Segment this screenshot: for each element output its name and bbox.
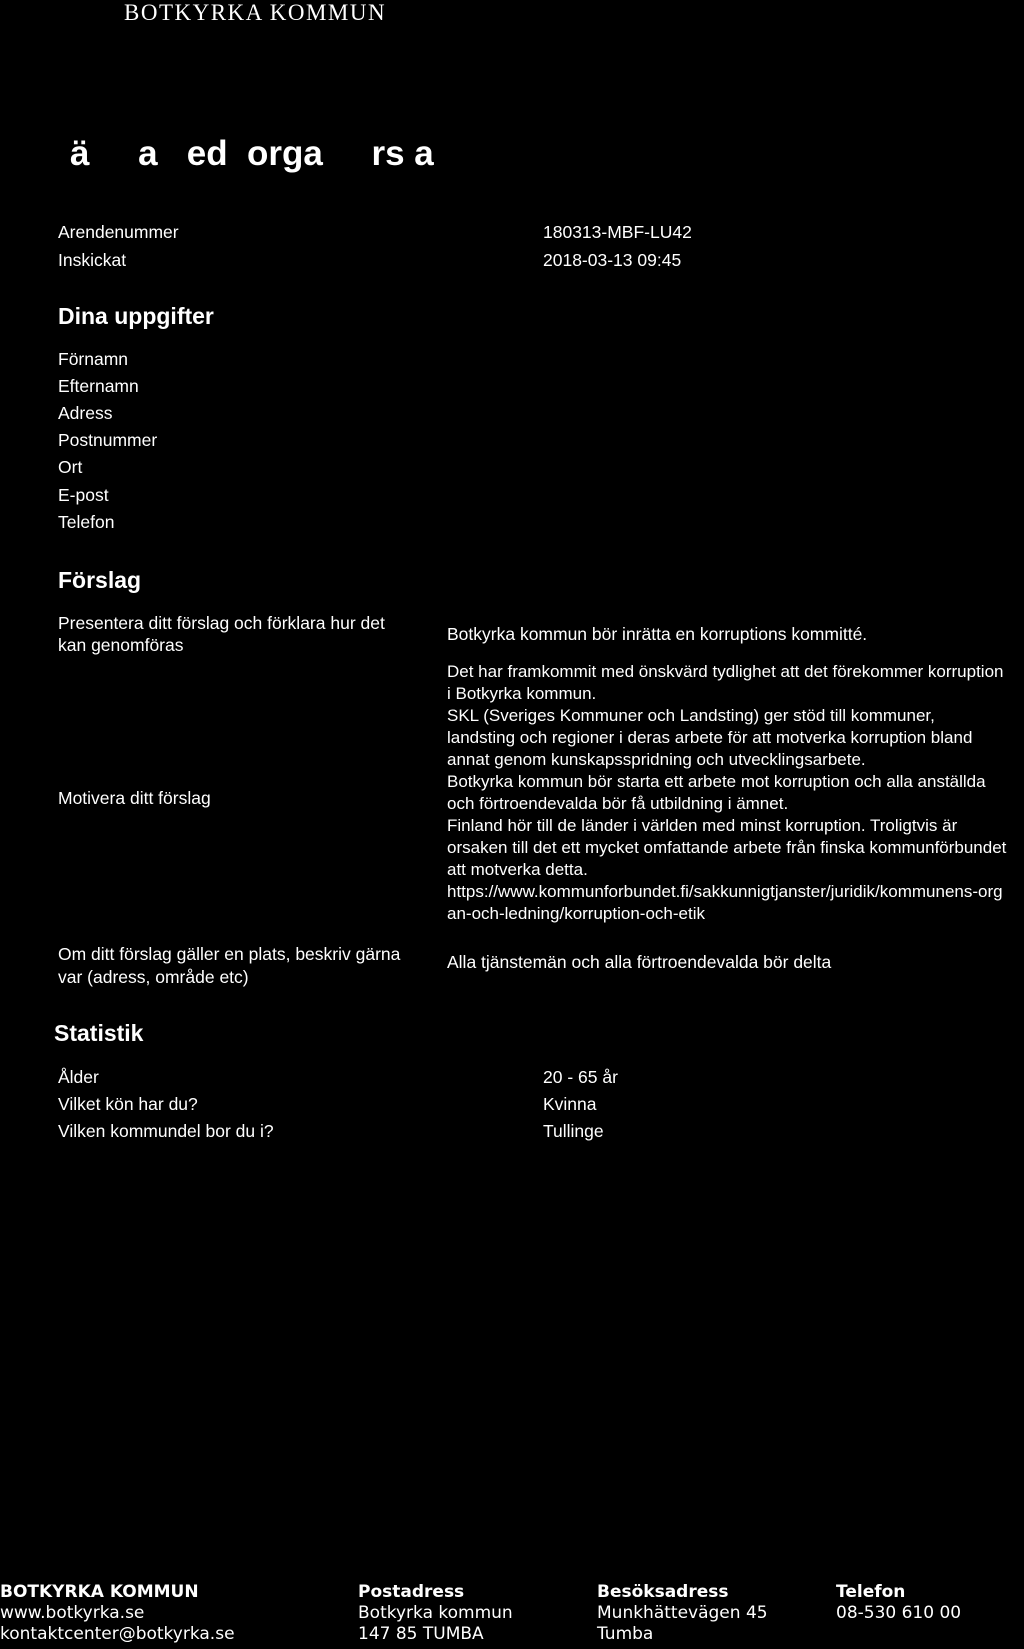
age-value: 20 - 65 år (543, 1067, 618, 1087)
submitted-value: 2018-03-13 09:45 (543, 250, 682, 270)
proposal-answer-3: Alla tjänstemän och alla förtroendevalda bör delta (447, 952, 832, 972)
proposal-question-2: Motivera ditt förslag (58, 788, 211, 808)
footer-phone (836, 1582, 961, 1624)
case-number-label: Arendenummer (58, 222, 179, 242)
proposal-question-3-line2: var (adress, område etc) (58, 967, 249, 987)
district-label: Vilken kommundel bor du i? (58, 1121, 274, 1141)
postal-code-label: Postnummer (58, 430, 158, 450)
footer-visit-line1: Munkhättevägen 45 (597, 1603, 768, 1623)
footer-postal-line1: Botkyrka kommun (358, 1603, 513, 1623)
footer-email-link[interactable]: kontaktcenter@botkyrka.se (0, 1624, 235, 1644)
city-label: Ort (58, 457, 83, 477)
first-name-label: Förnamn (58, 349, 129, 369)
statistics-heading: Statistik (54, 1020, 144, 1046)
answer-2-paragraph: Finland hör till de länder i världen med minst korruption. Troligtvis är orsaken till det ett mycket omfattande arbete från finska kommunförbundet att motverka detta. (447, 816, 1007, 879)
district-value: Tullinge (543, 1121, 604, 1141)
proposal-heading: Förslag (58, 567, 142, 593)
answer-2-link: https://www.kommunforbundet.fi/sakkunnigtjanster/juridik/kommunens-organ-och-ledning/korruption-och-etik (447, 882, 1003, 923)
last-name-label: Efternamn (58, 376, 139, 396)
address-label: Adress (58, 403, 113, 423)
organization-name: BOTKYRKA KOMMUN (124, 0, 387, 25)
answer-2-paragraph: SKL (Sveriges Kommuner och Landsting) ger stöd till kommuner, landsting och regioner i deras arbete för att motverka korruption bland annat genom kunskapsspridning och utvecklingsarbete. (447, 706, 973, 769)
footer-phone-number[interactable]: 08-530 610 00 (836, 1603, 962, 1623)
footer-visiting-address (597, 1582, 768, 1645)
answer-2-paragraph: Det har framkommit med önskvärd tydlighet att det förekommer korruption i Botkyrka kommun. (447, 662, 1004, 703)
proposal-answer-1: Botkyrka kommun bör inrätta en korruptions kommitté. (447, 624, 868, 644)
footer-postal-address (358, 1582, 513, 1645)
footer-visit-line2: Tumba (597, 1624, 654, 1644)
gender-label: Vilket kön har du? (58, 1094, 198, 1114)
age-label: Ålder (58, 1067, 99, 1087)
document-title: ä a ed orga rs a (70, 134, 434, 173)
personal-info-heading: Dina uppgifter (58, 303, 214, 329)
proposal-question-1-line2: kan genomföras (58, 635, 184, 655)
footer-website-link[interactable]: www.botkyrka.se (0, 1603, 145, 1623)
footer-org-heading: BOTKYRKA KOMMUN (0, 1582, 199, 1602)
footer-postal-heading: Postadress (358, 1582, 465, 1602)
footer-phone-heading: Telefon (836, 1582, 906, 1602)
proposal-question-1-line1: Presentera ditt förslag och förklara hur det (58, 613, 385, 633)
proposal-question-3-line1: Om ditt förslag gäller en plats, beskriv gärna (58, 944, 401, 964)
footer-organization (0, 1582, 235, 1645)
answer-2-paragraph: Botkyrka kommun bör starta ett arbete mot korruption och alla anställda och förtroendevalda bör få utbildning i ämnet. (447, 772, 986, 813)
footer-visit-heading: Besöksadress (597, 1582, 729, 1602)
email-label: E-post (58, 485, 109, 505)
submitted-label: Inskickat (58, 250, 127, 270)
phone-label: Telefon (58, 512, 115, 532)
gender-value: Kvinna (543, 1094, 597, 1114)
proposal-answer-2 (447, 661, 1007, 925)
footer-postal-line2: 147 85 TUMBA (358, 1624, 484, 1644)
case-number-value: 180313-MBF-LU42 (543, 222, 692, 242)
